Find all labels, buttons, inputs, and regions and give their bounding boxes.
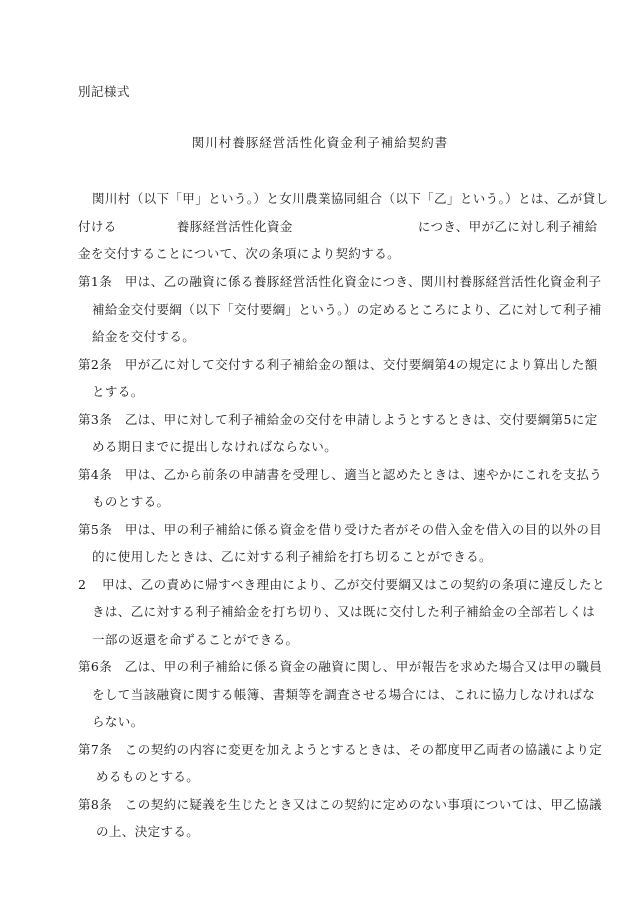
paragraph-number: 2 [78, 577, 87, 592]
article-8-line-2: の上、決定する。 [96, 824, 200, 839]
preamble-line-1: 関川村（以下「甲」という。）と女川農業協同組合（以下「乙」という。）とは、乙が貸し [92, 191, 609, 206]
article-number: 第2条 [78, 357, 113, 372]
form-label: 別記様式 [78, 84, 131, 99]
article-number: 第4条 [78, 467, 113, 482]
preamble-line-2-c: につき、甲が乙に対し利子補給 [417, 219, 598, 234]
article-1-line-1: 第1条 甲は、乙の融資に係る養豚経営活性化資金につき、関川村養豚経営活性化資金利子 [78, 274, 602, 289]
article-5-line-2: 的に使用したときは、乙に対する利子補給を打ち切ることができる。 [92, 549, 492, 564]
preamble-fund-name: 養豚経営活性化資金 [176, 219, 293, 234]
article-5-para-2-line-1: 2 甲は、乙の責めに帰すべき理由により、乙が交付要綱又はこの契約の条項に違反したと [78, 577, 605, 592]
article-3-line-2: める期日までに提出しなければならない。 [92, 439, 338, 454]
article-8-line-1: 第8条 この契約に疑義を生じたとき又はこの契約に定めのない事項については、甲乙協議 [78, 797, 602, 812]
article-5-line-1: 第5条 甲は、甲の利子補給に係る資金を借り受けた者がその借入金を借入の目的以外の目 [78, 522, 603, 537]
article-6-line-2: をして当該融資に関する帳簿、書類等を調査させる場合には、これに協力しなければな [92, 687, 596, 702]
article-number: 第3条 [78, 412, 113, 427]
article-number: 第6条 [78, 659, 113, 674]
article-3-line-1: 第3条 乙は、甲に対して利子補給金の交付を申請しようとするときは、交付要綱第5に定 [78, 412, 598, 427]
article-number: 第1条 [78, 274, 113, 289]
article-6-line-1: 第6条 乙は、甲の利子補給に係る資金の融資に関し、甲が報告を求めた場合又は甲の職員 [78, 659, 603, 674]
article-7-line-2: めるものとする。 [96, 769, 200, 784]
article-4-line-1: 第4条 甲は、乙から前条の申請書を受理し、適当と認めたときは、速やかにこれを支払う [78, 467, 603, 482]
document-title: 関川村養豚経営活性化資金利子補給契約書 [191, 135, 449, 150]
article-7-line-1: 第7条 この契約の内容に変更を加えようとするときは、その都度甲乙両者の協議により定 [78, 742, 603, 757]
article-2-line-1: 第2条 甲が乙に対して交付する利子補給金の額は、交付要綱第4の規定により算出した額 [78, 357, 598, 372]
article-1-line-3: 給金を交付する。 [92, 329, 196, 344]
preamble-line-2 [78, 217, 598, 235]
article-1-line-2: 補給金交付要綱（以下「交付要綱」という。）の定めるところにより、乙に対して利子補 [92, 302, 602, 317]
article-number: 第8条 [78, 797, 113, 812]
preamble-line-3: 金を交付することについて、次の条項により契約する。 [78, 246, 401, 261]
article-number: 第7条 [78, 742, 113, 757]
article-5-para-2-line-3: 一部の返還を命ずることができる。 [92, 632, 299, 647]
article-5-para-2-line-2: きは、乙に対する利子補給金を打ち切り、又は既に交付した利子補給金の全部若しくは [92, 604, 596, 619]
preamble-line-2-a: 付ける [78, 219, 117, 234]
article-6-line-3: らない。 [92, 714, 144, 729]
article-4-line-2: ものとする。 [92, 494, 170, 509]
article-number: 第5条 [78, 522, 113, 537]
article-2-line-2: とする。 [92, 384, 144, 399]
